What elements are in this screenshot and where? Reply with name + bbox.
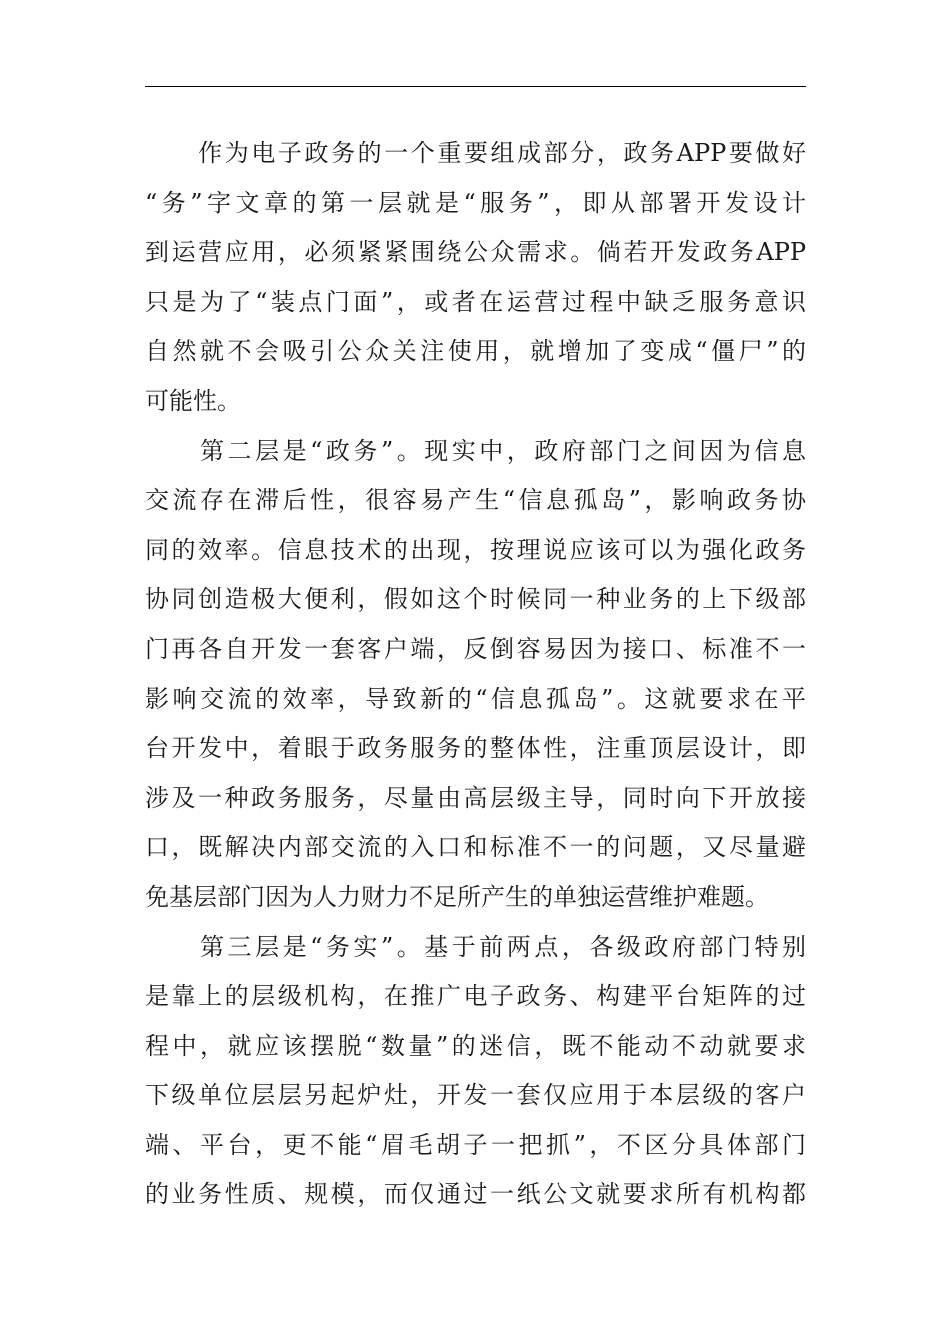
text-line: 影响交流的效率，导致新的“信息孤岛”。这就要求在平 xyxy=(145,684,806,713)
text-line: “务”字文章的第一层就是“服务”，即从部署开发设计 xyxy=(145,188,806,217)
text-line: 同的效率。信息技术的出现，按理说应该可以为强化政务 xyxy=(145,535,806,564)
body-text xyxy=(145,129,806,1220)
text-line: 到运营应用，必须紧紧围绕公众需求。倘若开发政务APP xyxy=(145,238,806,267)
text-line: 自然就不会吸引公众关注使用，就增加了变成“僵尸”的 xyxy=(145,337,806,366)
text-line: 的业务性质、规模，而仅通过一纸公文就要求所有机构都 xyxy=(145,1180,806,1209)
text-line: 口，既解决内部交流的入口和标准不一的问题，又尽量避 xyxy=(145,833,806,862)
text-line: 门再各自开发一套客户端，反倒容易因为接口、标准不一 xyxy=(145,634,806,663)
paragraph-1 xyxy=(145,129,806,427)
text-line: 只是为了“装点门面”，或者在运营过程中缺乏服务意识 xyxy=(145,287,806,316)
text-line: 协同创造极大便利，假如这个时候同一种业务的上下级部 xyxy=(145,585,806,614)
text-line: 作为电子政务的一个重要组成部分，政务APP要做好 xyxy=(145,139,806,167)
text-line: 第三层是“务实”。基于前两点，各级政府部门特别 xyxy=(145,932,806,961)
text-line: 交流存在滞后性，很容易产生“信息孤岛”，影响政务协 xyxy=(145,486,806,515)
text-line: 端、平台，更不能“眉毛胡子一把抓”，不区分具体部门 xyxy=(145,1130,806,1159)
text-line: 程中，就应该摆脱“数量”的迷信，既不能动不动就要求 xyxy=(145,1031,806,1060)
paragraph-2 xyxy=(145,427,806,923)
text-line: 第二层是“政务”。现实中，政府部门之间因为信息 xyxy=(145,436,806,465)
text-line: 下级单位层层另起炉灶，开发一套仅应用于本层级的客户 xyxy=(145,1081,806,1110)
paragraph-3 xyxy=(145,923,806,1221)
text-line: 免基层部门因为人力财力不足所产生的单独运营维护难题。 xyxy=(145,882,769,911)
text-line: 台开发中，着眼于政务服务的整体性，注重顶层设计，即 xyxy=(145,734,806,763)
text-line: 可能性。 xyxy=(145,386,241,415)
text-line: 涉及一种政务服务，尽量由高层级主导，同时向下开放接 xyxy=(145,783,806,812)
header-rule xyxy=(145,86,806,87)
text-line: 是靠上的层级机构，在推广电子政务、构建平台矩阵的过 xyxy=(145,982,806,1011)
